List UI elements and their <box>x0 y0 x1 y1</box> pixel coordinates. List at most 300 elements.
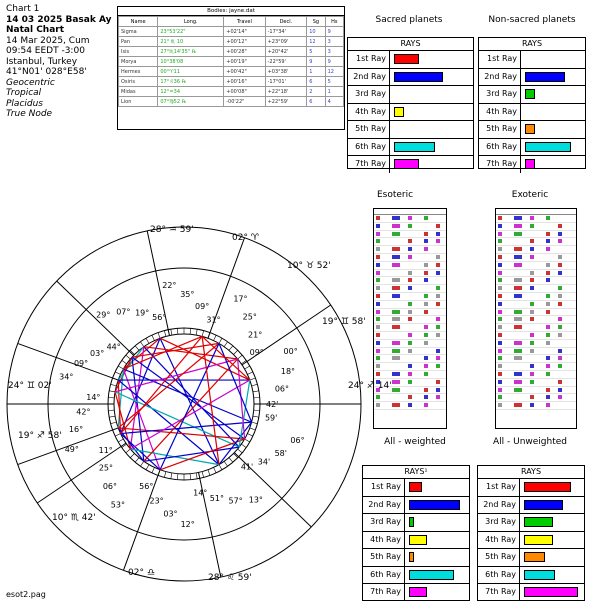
mini-table-mark <box>376 263 380 267</box>
mini-table-row <box>374 309 446 317</box>
degree-tick <box>115 372 120 375</box>
table-row <box>119 37 344 47</box>
mini-table-mark <box>498 333 502 337</box>
mini-table-mark <box>558 239 562 243</box>
ray-label: 6th Ray <box>479 139 521 156</box>
ray-row <box>363 479 469 497</box>
degree-tick <box>202 472 204 478</box>
mini-table-mark <box>392 372 400 376</box>
degree-tick <box>177 328 178 334</box>
bodies-cell-travel: +00'16" <box>224 77 265 87</box>
ray-row <box>479 69 585 87</box>
bodies-cell-decl: +22°59' <box>265 97 307 107</box>
mini-table-row <box>496 348 576 356</box>
mini-table-mark <box>546 333 550 337</box>
mini-table-row <box>374 277 446 285</box>
mini-table-mark <box>498 232 502 236</box>
bodies-cell-decl: +03°38' <box>265 67 307 77</box>
ray-row <box>479 156 585 173</box>
mini-table-row <box>496 363 576 371</box>
ray-label: 2nd Ray <box>363 497 405 514</box>
mini-table-row <box>496 371 576 379</box>
degree-tick <box>238 449 243 453</box>
planet-degree-label: 44° <box>106 342 121 352</box>
degree-tick <box>254 397 260 398</box>
degree-tick <box>238 355 243 359</box>
mini-table-mark <box>546 232 550 236</box>
mini-table-mark <box>498 239 502 243</box>
mini-table-mark <box>558 364 562 368</box>
mini-table-mark <box>392 356 400 360</box>
mini-table-mark <box>546 271 550 275</box>
planet-degree-label: 16° <box>68 425 84 435</box>
ray-row <box>478 497 584 515</box>
mini-table-mark <box>498 302 502 306</box>
planet-degree-label: 35° <box>180 290 195 300</box>
degree-tick <box>254 410 260 411</box>
mini-table-mark <box>514 255 522 259</box>
bodies-grid <box>118 16 344 107</box>
planet-degree-label: 49° <box>64 444 79 454</box>
mini-table-row <box>496 394 576 402</box>
bodies-cell-sg: 10 <box>307 27 325 37</box>
ray-row <box>478 514 584 532</box>
mini-table-row <box>496 340 576 348</box>
mini-table-mark <box>546 325 550 329</box>
mini-table-mark <box>558 263 562 267</box>
bodies-cell-hs: 12 <box>325 67 343 77</box>
mini-table-mark <box>376 247 380 251</box>
degree-tick <box>118 366 123 369</box>
mini-table-mark <box>408 247 412 251</box>
mini-table-row <box>496 402 576 410</box>
ray-bar <box>524 517 553 527</box>
ray-row <box>478 549 584 567</box>
bodies-cell-sg: 9 <box>307 57 325 67</box>
table-row <box>119 57 344 67</box>
bodies-cell-hs: 3 <box>325 47 343 57</box>
house-cusp-label: 02° ♎ <box>128 568 155 578</box>
table-row <box>119 67 344 77</box>
ray-label: 5th Ray <box>363 549 405 566</box>
aspect-line <box>238 359 245 439</box>
planet-degree-label: 14° <box>193 488 208 498</box>
mini-table-mark <box>498 224 502 228</box>
ray-bar <box>524 535 553 545</box>
bodies-header-cell: Hs <box>325 17 343 27</box>
ray-bar <box>525 159 535 169</box>
planet-degree-label: 18° <box>280 366 296 376</box>
degree-tick <box>113 428 119 430</box>
degree-tick <box>158 470 160 476</box>
mini-table-row <box>374 270 446 278</box>
ray-bar <box>524 570 555 580</box>
mini-table-mark <box>436 349 440 353</box>
ray-label: 5th Ray <box>479 121 521 138</box>
mini-table-mark <box>558 224 562 228</box>
mini-table-mark <box>376 349 380 353</box>
footer-filename: esot2.pag <box>6 590 46 599</box>
planet-degree-label: 42' <box>266 400 279 409</box>
mini-table-mark <box>436 395 440 399</box>
mini-table-row <box>496 309 576 317</box>
degree-tick <box>253 416 259 417</box>
degree-tick <box>196 329 197 335</box>
chart-info-line: Geocentric <box>6 77 55 88</box>
ray-row <box>348 121 473 139</box>
ray-label: 1st Ray <box>479 51 521 68</box>
mini-table-mark <box>546 216 550 220</box>
exoteric-table <box>495 208 577 429</box>
mini-table-mark <box>392 388 400 392</box>
mini-table-mark <box>436 294 440 298</box>
mini-table-mark <box>530 403 534 407</box>
mini-table-mark <box>424 271 428 275</box>
mini-table-mark <box>408 364 412 368</box>
bodies-cell-long: 27°♏14'35" ℞ <box>158 47 224 57</box>
mini-table-mark <box>392 317 400 321</box>
planet-degree-label: 00° <box>283 346 298 356</box>
planet-degree-label: 34' <box>257 457 271 467</box>
bodies-cell-decl: +20°42' <box>265 47 307 57</box>
planet-degree-label: 41' <box>240 462 254 472</box>
mini-table-mark <box>392 224 400 228</box>
ray-row <box>348 69 473 87</box>
esoteric-table <box>373 208 447 429</box>
mini-table-mark <box>408 286 412 290</box>
non-sacred-planets-rays-panel <box>478 37 586 169</box>
mini-table-mark <box>514 372 522 376</box>
degree-tick <box>219 338 222 343</box>
ray-bar <box>409 517 414 527</box>
planet-degree-label: 21° <box>248 330 263 340</box>
mini-table-row <box>374 246 446 254</box>
mini-table-mark <box>498 403 502 407</box>
degree-tick <box>214 467 217 472</box>
mini-table-row <box>374 262 446 270</box>
mini-table-mark <box>424 388 428 392</box>
degree-tick <box>140 342 143 347</box>
mini-table-mark <box>498 278 502 282</box>
ray-bar <box>525 72 565 82</box>
ray-label: 7th Ray <box>348 156 390 173</box>
mini-table-row <box>374 238 446 246</box>
bodies-cell-sg: 1 <box>307 67 325 77</box>
degree-tick <box>250 428 256 430</box>
aspect-line <box>121 336 203 433</box>
mini-table-row <box>374 348 446 356</box>
mini-table-mark <box>436 286 440 290</box>
ray-bar <box>524 552 545 562</box>
mini-table-mark <box>408 341 412 345</box>
planet-degree-label: 06° <box>102 482 118 492</box>
bodies-cell-hs: 9 <box>325 27 343 37</box>
mini-table-row <box>496 379 576 387</box>
ray-label: 3rd Ray <box>478 514 520 531</box>
degree-tick <box>250 378 256 380</box>
degree-tick <box>190 474 191 480</box>
mini-table-mark <box>376 395 380 399</box>
mini-table-mark <box>498 216 502 220</box>
planet-degree-label: 06° <box>290 436 305 446</box>
planet-degree-label: 56° <box>139 482 154 492</box>
mini-table-row <box>496 262 576 270</box>
bodies-cell-long: 07°♍52 ℞ <box>158 97 224 107</box>
mini-table-mark <box>424 302 428 306</box>
planet-degree-label: 19° <box>135 308 150 318</box>
degree-tick <box>108 397 114 398</box>
planet-degree-label: 25° <box>98 463 114 473</box>
bodies-cell-decl: -17°34' <box>265 27 307 37</box>
planet-degree-label: 25° <box>242 312 257 322</box>
mini-table-mark <box>376 286 380 290</box>
degree-tick <box>202 331 204 337</box>
table-row <box>119 47 344 57</box>
planet-degree-label: 12° <box>180 519 195 529</box>
mini-table-mark <box>376 310 380 314</box>
mini-table-mark <box>514 341 522 345</box>
chart-info-line: 09:54 EEDT -3:00 <box>6 46 85 56</box>
bodies-cell-long: 17°♌36 ℞ <box>158 77 224 87</box>
ray-row <box>363 514 469 532</box>
ray-bar <box>524 587 578 597</box>
non-sacred-planets-title: Non-sacred planets <box>488 15 576 25</box>
mini-table-mark <box>498 294 502 298</box>
mini-table-mark <box>546 302 550 306</box>
mini-table-mark <box>530 333 534 337</box>
degree-tick <box>109 391 115 392</box>
mini-table-mark <box>392 216 400 220</box>
table-row <box>119 77 344 87</box>
mini-table-mark <box>498 356 502 360</box>
bodies-cell-travel: +00'28" <box>224 47 265 57</box>
bodies-cell-hs: 1 <box>325 87 343 97</box>
mini-table-mark <box>436 356 440 360</box>
mini-table-row <box>496 355 576 363</box>
mini-table-mark <box>424 310 428 314</box>
house-cusp-label: 10° ♉ 52' <box>287 261 331 271</box>
ray-bar <box>394 54 419 64</box>
ray-label: 3rd Ray <box>348 86 390 103</box>
degree-tick <box>224 461 227 466</box>
chart-info-line: Tropical <box>6 88 42 98</box>
degree-tick <box>113 378 119 380</box>
ray-label: 4th Ray <box>363 532 405 549</box>
mini-table-row <box>496 238 576 246</box>
planet-degree-label: 07° <box>116 307 131 317</box>
rays-header: RAYS¹ <box>363 466 469 479</box>
planet-degree-label: 14° <box>86 393 101 403</box>
mini-table-mark <box>424 403 428 407</box>
ray-row <box>479 104 585 122</box>
ray-label: 1st Ray <box>478 479 520 496</box>
degree-tick <box>252 384 258 386</box>
chart-info-line: Placidus <box>6 98 43 109</box>
bodies-cell-travel: +00'19" <box>224 57 265 67</box>
mini-table-row <box>496 231 576 239</box>
mini-table-mark <box>530 364 534 368</box>
ray-bar <box>394 159 419 169</box>
bodies-cell-decl: -17°01' <box>265 77 307 87</box>
ray-label: 2nd Ray <box>478 497 520 514</box>
mini-table-mark <box>546 341 550 345</box>
mini-table-mark <box>530 302 534 306</box>
degree-tick <box>208 470 210 476</box>
degree-tick <box>245 439 250 442</box>
mini-table-mark <box>530 349 534 353</box>
mini-table-mark <box>424 372 428 376</box>
house-cusp-label: 10° ♏ 42' <box>52 513 96 523</box>
mini-table-row <box>496 316 576 324</box>
degree-tick <box>196 473 197 479</box>
mini-table-mark <box>530 372 534 376</box>
mini-table-mark <box>408 395 412 399</box>
mini-table-mark <box>436 255 440 259</box>
degree-tick <box>152 467 155 472</box>
mini-table-mark <box>392 278 400 282</box>
mini-table-mark <box>530 216 534 220</box>
mini-table-row <box>374 223 446 231</box>
mini-table-row <box>374 316 446 324</box>
mini-table-mark <box>498 286 502 290</box>
degree-tick <box>229 458 233 463</box>
bodies-cell-name: Hermes <box>119 67 158 77</box>
degree-tick <box>171 473 172 479</box>
mini-table-mark <box>498 263 502 267</box>
planet-degree-label: 03° <box>163 509 178 519</box>
ray-row <box>363 497 469 515</box>
degree-tick <box>219 465 222 470</box>
mini-table-mark <box>558 271 562 275</box>
house-cusp-label: 02° ♈ <box>232 233 259 243</box>
chart-info-line: Natal Chart <box>6 25 65 35</box>
mini-table-mark <box>514 247 522 251</box>
mini-table-row <box>374 324 446 332</box>
mini-table-mark <box>376 333 380 337</box>
mini-table-mark <box>436 239 440 243</box>
chart-info-line: 41°N01' 028°E58' <box>6 67 87 77</box>
ray-row <box>348 104 473 122</box>
degree-tick <box>109 416 115 417</box>
mini-table-mark <box>514 380 522 384</box>
planet-degree-label: 34° <box>59 372 74 382</box>
mini-table-row <box>374 355 446 363</box>
rays-header: RAYS <box>479 38 585 51</box>
mini-table-mark <box>424 341 428 345</box>
mini-table-mark <box>546 247 550 251</box>
mini-table-mark <box>392 286 400 290</box>
degree-tick <box>171 329 172 335</box>
ray-label: 5th Ray <box>478 549 520 566</box>
planet-degree-label: 29° <box>96 310 111 320</box>
house-cusp-label: 19° ♐ 58' <box>18 431 62 441</box>
mini-table-row <box>374 231 446 239</box>
bodies-cell-name: Osiris <box>119 77 158 87</box>
planet-degree-label: 56° <box>152 313 167 323</box>
mini-table-mark <box>546 403 550 407</box>
mini-table-mark <box>392 380 400 384</box>
mini-table-row <box>374 340 446 348</box>
ray-label: 7th Ray <box>479 156 521 173</box>
degree-tick <box>135 458 139 463</box>
mini-table-mark <box>376 294 380 298</box>
mini-table-mark <box>408 372 412 376</box>
all-unweighted-title: All - Unweighted <box>492 437 567 447</box>
mini-table-mark <box>408 278 412 282</box>
mini-table-mark <box>514 310 522 314</box>
ray-bar <box>524 482 571 492</box>
mini-table-mark <box>530 341 534 345</box>
bodies-header-cell: Decl. <box>265 17 307 27</box>
ray-row <box>478 479 584 497</box>
esoteric-title: Esoteric <box>376 190 414 200</box>
aspect-line <box>121 338 161 433</box>
mini-table-mark <box>498 247 502 251</box>
mini-table-mark <box>392 403 400 407</box>
ray-label: 2nd Ray <box>348 69 390 86</box>
bodies-table <box>117 6 345 130</box>
mini-table-mark <box>436 364 440 368</box>
degree-tick <box>253 391 259 392</box>
degree-tick <box>164 472 166 478</box>
mini-table-row <box>374 254 446 262</box>
mini-table-mark <box>376 232 380 236</box>
degree-tick <box>146 338 149 343</box>
bodies-cell-name: Pan <box>119 37 158 47</box>
mini-table-row <box>374 363 446 371</box>
ray-row <box>479 139 585 157</box>
mini-table-mark <box>530 286 534 290</box>
mini-table-mark <box>392 247 400 251</box>
mini-table-mark <box>546 364 550 368</box>
mini-table-mark <box>436 271 440 275</box>
mini-table-mark <box>514 388 522 392</box>
bodies-cell-travel: -00'22" <box>224 97 265 107</box>
mini-table-mark <box>530 247 534 251</box>
bodies-cell-name: Isis <box>119 47 158 57</box>
mini-table-mark <box>498 372 502 376</box>
mini-table-mark <box>546 356 550 360</box>
planet-degree-label: 11° <box>98 445 113 455</box>
ray-label: 2nd Ray <box>479 69 521 86</box>
mini-table-mark <box>376 364 380 368</box>
mini-table-row <box>496 215 576 223</box>
table-row <box>119 97 344 107</box>
bodies-header-cell: Travel <box>224 17 265 27</box>
ray-bar <box>394 142 435 152</box>
mini-table-mark <box>558 395 562 399</box>
house-cusp-line <box>57 281 134 355</box>
ray-row <box>363 549 469 567</box>
mini-table-mark <box>514 325 522 329</box>
bodies-cell-sg: 6 <box>307 77 325 87</box>
planet-degree-label: 51° <box>209 494 224 504</box>
ray-row <box>479 121 585 139</box>
mini-table-mark <box>514 216 522 220</box>
mini-table-mark <box>376 239 380 243</box>
mini-table-mark <box>514 224 522 228</box>
ray-bar <box>394 107 404 117</box>
degree-tick <box>130 453 134 457</box>
mini-table-row <box>496 270 576 278</box>
ray-label: 1st Ray <box>363 479 405 496</box>
bodies-cell-sg: 6 <box>307 97 325 107</box>
degree-tick <box>177 474 178 480</box>
mini-table-row <box>374 301 446 309</box>
mini-table-mark <box>514 232 522 236</box>
mini-table-mark <box>408 302 412 306</box>
degree-tick <box>115 434 120 437</box>
